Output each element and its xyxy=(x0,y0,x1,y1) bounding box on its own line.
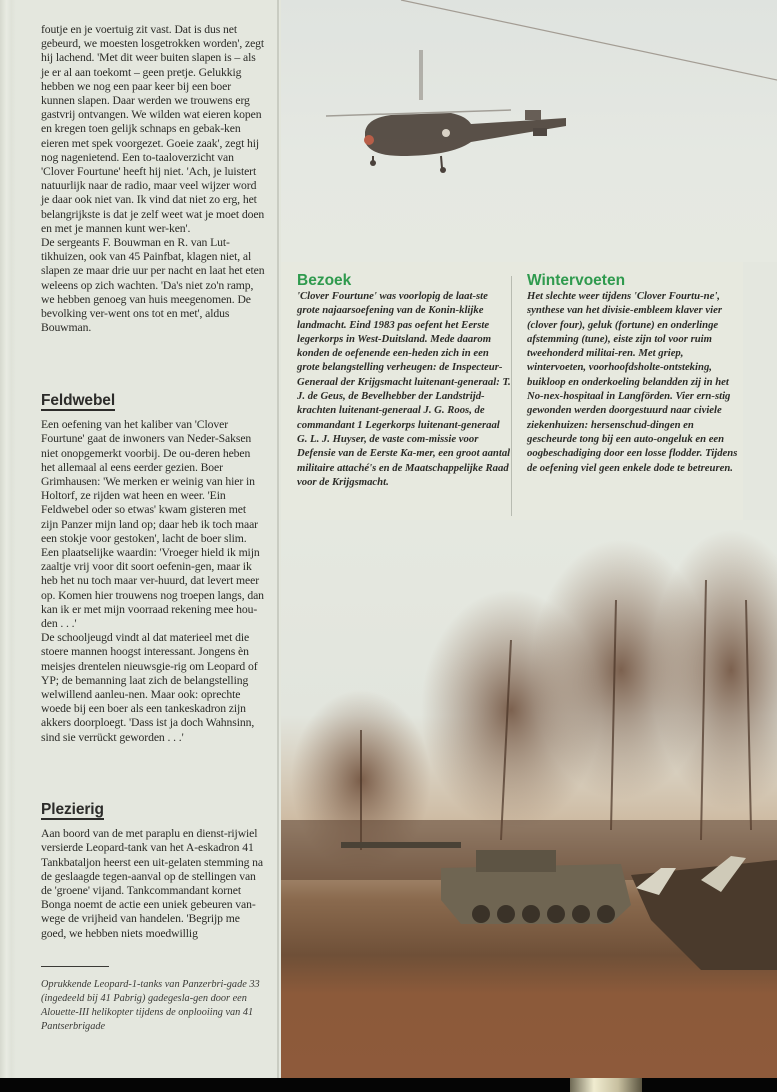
section-feldwebel xyxy=(41,394,265,745)
sidebar-bezoek xyxy=(297,272,511,489)
section-heading: Feldwebel xyxy=(41,394,115,411)
caption-rule xyxy=(41,966,109,967)
helicopter-photo xyxy=(281,0,777,262)
column-divider xyxy=(277,0,279,1078)
article-intro xyxy=(41,23,265,335)
sidebar-box xyxy=(281,262,743,520)
paragraph: Aan boord van de met paraplu en dienst-rijwiel versierde Leopard-tank van het A-eskadron 41 Tankbataljon heerst een uit-gelaten stemming na de geslaagde tegen-aanval op de stellingen van de 'groene' vijand. Tankcommandant kornet Bonga noemt de actie een uniek gebeuren van-wege de vrijheid van handelen. 'Begrijp me goed, we hebben niets moedwillig xyxy=(41,827,263,940)
sidebar-wintervoeten xyxy=(527,272,741,475)
scan-light-artifact xyxy=(570,1078,642,1092)
page-spine xyxy=(0,0,16,1078)
helicopter-illustration xyxy=(281,0,777,262)
paragraph: Een oefening van het kaliber van 'Clover Fourtune' gaat de inwoners van Neder-Saksen niet onopgemerkt voorbij. De ou-deren heben het allemaal al eens eerder gezien. Boer Grimhausen: 'We merken er weinig van hier in Holtorf, ze rijden wat heen en weer. 'Ein Feldwebel oder so etwas' kwam gisteren met zijn Panzer mijn land op; daar heb ik toch maar een stokje voor gestoken', lacht de boer slim. Een plaatselijke waardin: 'Vroeger hield ik mijn zaaltje vrij voor dit soort oefenin-gen, maar ik heb het nu toch maar ver-huurd, dat levert meer op. Komen hier trouwens nog troepen langs, dan kan ik er met mijn voorraad rekening mee hou-den . . .' xyxy=(41,418,264,631)
photo-caption: Oprukkende Leopard-1-tanks van Panzerbri-gade 33 (ingedeeld bij 41 Pabrig) gadegesla-gen door een Alouette-III helikopter tijdens de onplooiing van 41 Pantserbrigade xyxy=(41,979,260,1032)
section-heading: Plezierig xyxy=(41,803,104,820)
tanks-illustration xyxy=(281,520,777,1078)
paragraph: De schooljeugd vindt al dat materieel met die stoere mannen hoogst interessant. Jongens èn meisjes drentelen nieuwsgie-rig om Leopard of YP; de bemanning laat zich de belangstelling welwillend aanleu-nen. Maar ook: oprechte woede bij een boer als een tankeskadron zijn akkers doorploegt. 'Dass ist ja doch Wahnsinn, sind sie verrückt geworden . . .' xyxy=(41,631,258,744)
sidebar-heading: Bezoek xyxy=(297,272,352,289)
sidebar-divider xyxy=(511,276,512,516)
tanks-photo xyxy=(281,520,777,1078)
paragraph: foutje en je voertuig zit vast. Dat is dus net gebeurd, we moesten losgetrokken worden', zegt hij lachend. 'Met dit weer buiten slapen is – als je er al aan toekomt – geen pretje. Gelukkig hebben we nog een paar keer bij een boer kunnen slapen. Daar werden we trouwens erg gastvrij ontvangen. We wilden wat eieren kopen en kregen toen gelijk schnaps en gebak-ken eieren met spek voorgezet. Goeie zaak', zegt hij nog nagenietend. Een to-taaloverzicht van 'Clover Fourtune' heeft hij niet. 'Ach, je luistert natuurlijk naar de radio, maar veel wijzer word je daar ook niet van. Ik vind dat niet zo erg, het belangrijkste is dat je zelf weet wat je moet doen en met je mannen kunt wer-ken'. xyxy=(41,23,265,235)
sidebar-text: 'Clover Fourtune' was voorlopig de laat-ste grote najaarsoefening van de Konin-klijke landmacht. Eind 1983 pas oefent het Eerste legerkorps in West-Duitsland. Mede daarom konden de oefenende een-heden zich in een grote belangstelling verheugen: de Inspecteur-Generaal der Krijgsmacht luitenant-generaal: T. J. de Geus, de Bevelhebber der Landstrijd-krachten luitenant-generaal J. G. Roos, de commandant 1 Legerkorps luitenant-generaal G. L. J. Huyser, de vaste com-missie voor Defensie van de Eerste Ka-mer, een groot aantal militaire attaché's en de Maatschappelijke Raad voor de Krijgsmacht. xyxy=(297,290,511,488)
section-plezierig xyxy=(41,803,265,941)
paragraph: De sergeants F. Bouwman en R. van Lut-tikhuizen, ook van 45 Painfbat, klagen niet, al slapen ze maar drie uur per nacht en laat het eten weleens op zich wachten. 'Da's niet zo'n ramp, we hebben genoeg van huis meegenomen. De bevolking ver-went ons tot en met', aldus Bouwman. xyxy=(41,236,265,335)
scan-border xyxy=(0,1078,777,1092)
sidebar-box-edge xyxy=(743,262,777,520)
sidebar-text: Het slechte weer tijdens 'Clover Fourtu-ne', synthese van het divisie-embleem klaver vier (clover four), geluk (fortune) en onderlinge afstemming (tune), eiste zijn tol voor ruim tweehonderd militai-ren. Met griep, wintervoeten, voorhoofdsholte-ontsteking, buikloop en onderkoeling belandden zij in het No-nex-hospitaal in Langförden. Vier ern-stig gewonden werden doorgestuurd naar civiele ziekenhuizen: hersenschud-dingen en gescheurde tong bij een auto-ongeluk en een oogbeschadiging door een losse flodder. Tijdens de oefening viel geen enkele dode te betreuren. xyxy=(527,290,738,474)
sidebar-heading: Wintervoeten xyxy=(527,272,626,289)
